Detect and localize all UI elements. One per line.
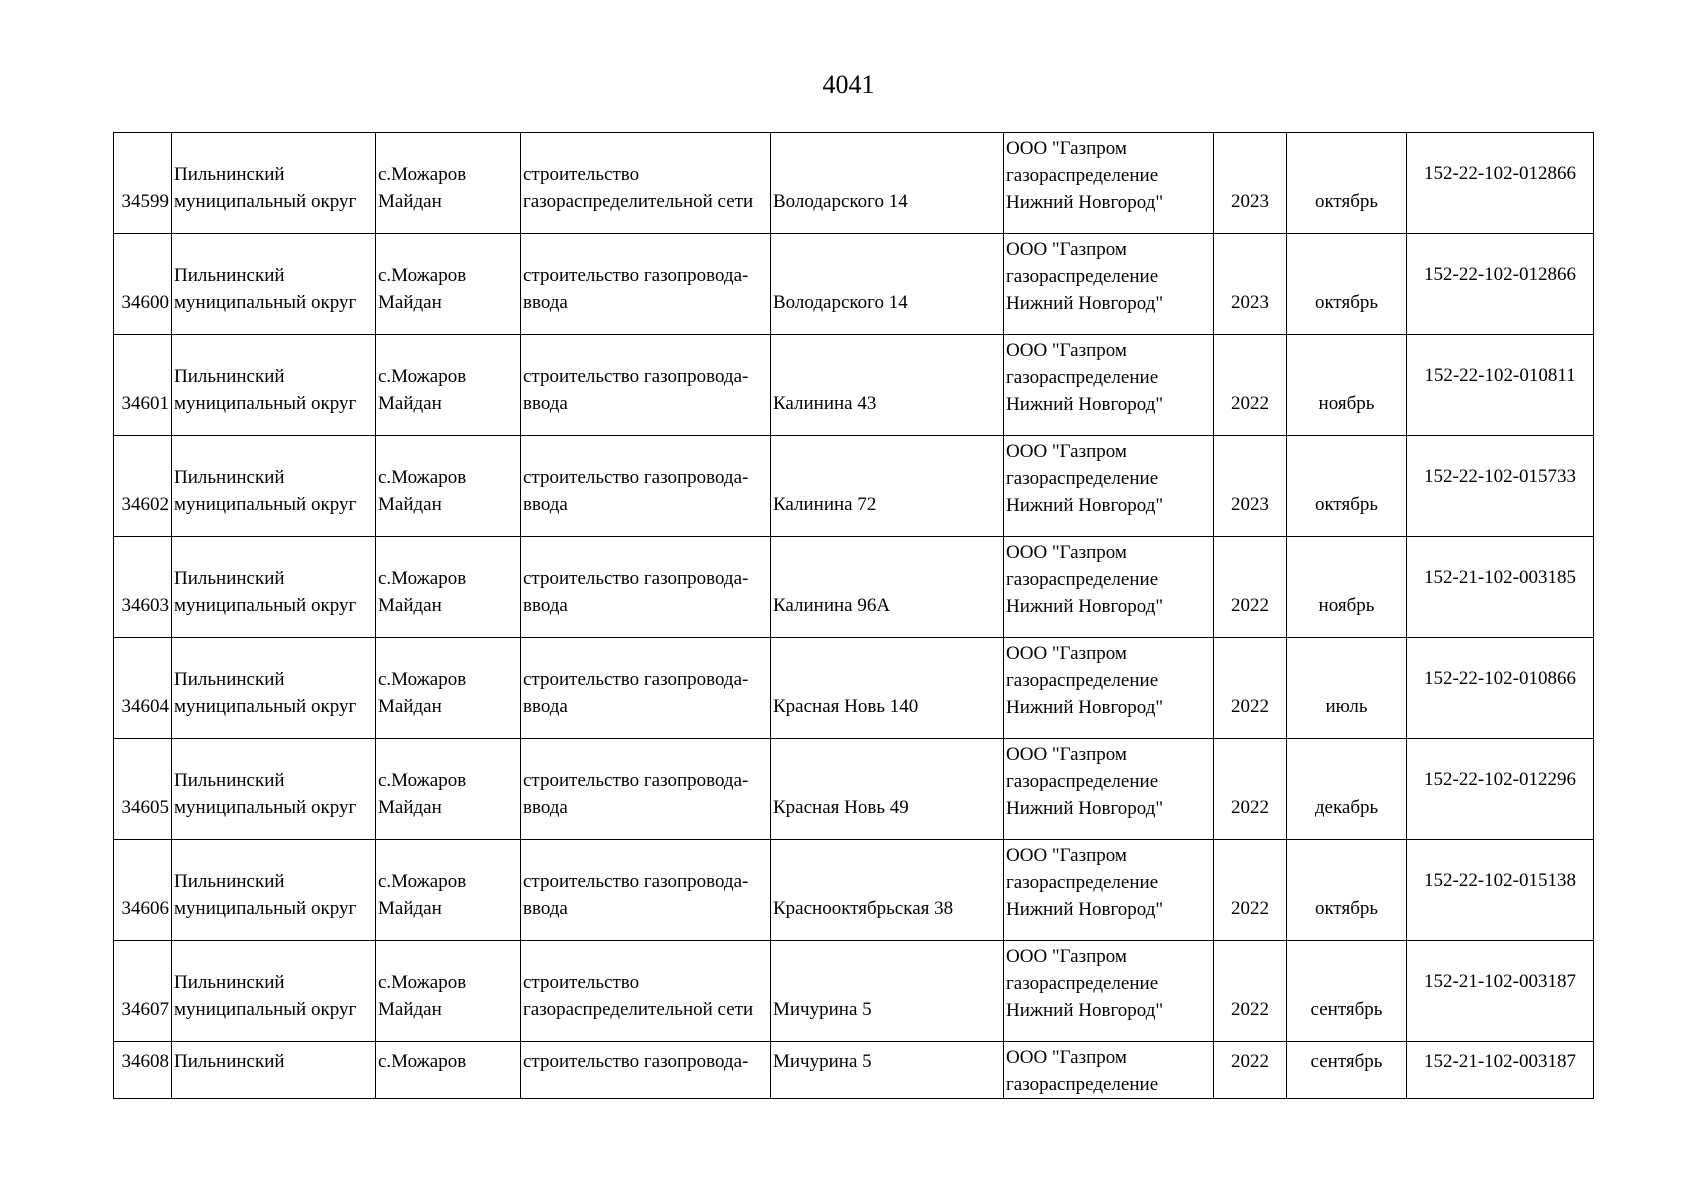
work-type-cell-line: строительство газопровода-	[523, 568, 749, 589]
district-cell	[172, 133, 376, 234]
organization-cell	[1004, 739, 1214, 840]
district-cell	[172, 840, 376, 941]
district-cell-line: Пильнинский	[174, 467, 285, 488]
organization-cell-line: Нижний Новгород"	[1006, 899, 1164, 920]
organization-cell-line: ООО "Газпром	[1006, 744, 1127, 765]
district-cell-line: Пильнинский	[174, 164, 285, 185]
work-type-cell-line: газораспределительной сети	[523, 999, 754, 1020]
district-cell-line: муниципальный округ	[174, 393, 357, 414]
locality-cell-line: с.Можаров	[378, 568, 467, 589]
code-cell: 152-21-102-003187	[1407, 1042, 1594, 1099]
district-cell-line: муниципальный округ	[174, 696, 357, 717]
month-cell: октябрь	[1287, 840, 1407, 941]
organization-cell	[1004, 335, 1214, 436]
district-cell	[172, 1042, 376, 1099]
organization-cell-line: ООО "Газпром	[1006, 643, 1127, 664]
organization-cell-line: газораспределение	[1006, 367, 1159, 388]
organization-cell-line: газораспределение	[1006, 1074, 1159, 1095]
locality-cell-line: Майдан	[378, 595, 442, 616]
work-type-cell-line: ввода	[523, 595, 568, 616]
locality-cell-line: с.Можаров	[378, 164, 467, 185]
locality-cell-line: Майдан	[378, 898, 442, 919]
table-row	[114, 335, 1594, 436]
locality-cell-line: с.Можаров	[378, 1051, 467, 1072]
locality-cell-line: Майдан	[378, 696, 442, 717]
code-cell: 152-22-102-010866	[1407, 638, 1594, 739]
work-type-cell	[521, 941, 771, 1042]
locality-cell	[376, 1042, 521, 1099]
district-cell-line: муниципальный округ	[174, 999, 357, 1020]
organization-cell	[1004, 537, 1214, 638]
registry-table	[113, 132, 1594, 1099]
locality-cell	[376, 537, 521, 638]
row-number: 34599	[114, 133, 172, 234]
address-cell: Калинина 43	[771, 335, 1004, 436]
month-cell: октябрь	[1287, 133, 1407, 234]
work-type-cell	[521, 739, 771, 840]
organization-cell-line: газораспределение	[1006, 771, 1159, 792]
work-type-cell	[521, 133, 771, 234]
locality-cell-line: с.Можаров	[378, 366, 467, 387]
district-cell	[172, 739, 376, 840]
address-cell: Володарского 14	[771, 234, 1004, 335]
district-cell-line: муниципальный округ	[174, 595, 357, 616]
organization-cell	[1004, 436, 1214, 537]
work-type-cell	[521, 335, 771, 436]
month-cell: октябрь	[1287, 436, 1407, 537]
work-type-cell-line: газораспределительной сети	[523, 191, 754, 212]
address-cell: Красная Новь 140	[771, 638, 1004, 739]
row-number: 34605	[114, 739, 172, 840]
address-cell: Калинина 72	[771, 436, 1004, 537]
organization-cell-line: Нижний Новгород"	[1006, 495, 1164, 516]
month-cell: сентябрь	[1287, 941, 1407, 1042]
year-cell: 2023	[1214, 133, 1287, 234]
row-number: 34600	[114, 234, 172, 335]
year-cell: 2022	[1214, 537, 1287, 638]
organization-cell-line: газораспределение	[1006, 266, 1159, 287]
work-type-cell-line: строительство газопровода-	[523, 1051, 749, 1072]
year-cell: 2023	[1214, 436, 1287, 537]
address-cell: Красная Новь 49	[771, 739, 1004, 840]
locality-cell-line: с.Можаров	[378, 265, 467, 286]
table-row	[114, 436, 1594, 537]
organization-cell-line: Нижний Новгород"	[1006, 1000, 1164, 1021]
locality-cell-line: с.Можаров	[378, 669, 467, 690]
address-cell: Володарского 14	[771, 133, 1004, 234]
address-cell: Мичурина 5	[771, 1042, 1004, 1099]
locality-cell-line: Майдан	[378, 494, 442, 515]
month-cell: октябрь	[1287, 234, 1407, 335]
year-cell: 2022	[1214, 739, 1287, 840]
locality-cell-line: Майдан	[378, 999, 442, 1020]
district-cell-line: Пильнинский	[174, 568, 285, 589]
work-type-cell-line: строительство газопровода-	[523, 467, 749, 488]
page-number: 4041	[822, 70, 875, 99]
work-type-cell-line: строительство газопровода-	[523, 770, 749, 791]
organization-cell-line: ООО "Газпром	[1006, 1047, 1127, 1068]
month-cell: ноябрь	[1287, 537, 1407, 638]
table-body	[114, 133, 1594, 1099]
code-cell: 152-22-102-012296	[1407, 739, 1594, 840]
row-number: 34604	[114, 638, 172, 739]
month-cell: сентябрь	[1287, 1042, 1407, 1099]
organization-cell	[1004, 840, 1214, 941]
row-number: 34601	[114, 335, 172, 436]
table-row	[114, 537, 1594, 638]
district-cell-line: Пильнинский	[174, 366, 285, 387]
district-cell	[172, 335, 376, 436]
organization-cell-line: ООО "Газпром	[1006, 946, 1127, 967]
code-cell: 152-21-102-003187	[1407, 941, 1594, 1042]
organization-cell-line: ООО "Газпром	[1006, 542, 1127, 563]
locality-cell-line: Майдан	[378, 393, 442, 414]
address-cell: Калинина 96А	[771, 537, 1004, 638]
locality-cell	[376, 840, 521, 941]
address-cell: Мичурина 5	[771, 941, 1004, 1042]
district-cell-line: Пильнинский	[174, 770, 285, 791]
organization-cell-line: ООО "Газпром	[1006, 239, 1127, 260]
work-type-cell-line: строительство газопровода-	[523, 871, 749, 892]
work-type-cell-line: ввода	[523, 292, 568, 313]
district-cell-line: Пильнинский	[174, 1051, 285, 1072]
district-cell-line: муниципальный округ	[174, 191, 357, 212]
table-row	[114, 1042, 1594, 1099]
district-cell-line: Пильнинский	[174, 972, 285, 993]
work-type-cell-line: ввода	[523, 898, 568, 919]
locality-cell-line: с.Можаров	[378, 972, 467, 993]
organization-cell-line: ООО "Газпром	[1006, 340, 1127, 361]
organization-cell-line: газораспределение	[1006, 670, 1159, 691]
year-cell: 2022	[1214, 941, 1287, 1042]
table-row	[114, 638, 1594, 739]
district-cell-line: Пильнинский	[174, 265, 285, 286]
year-cell: 2022	[1214, 840, 1287, 941]
district-cell	[172, 638, 376, 739]
locality-cell-line: с.Можаров	[378, 871, 467, 892]
organization-cell-line: Нижний Новгород"	[1006, 394, 1164, 415]
locality-cell-line: с.Можаров	[378, 467, 467, 488]
table-row	[114, 739, 1594, 840]
code-cell: 152-22-102-012866	[1407, 234, 1594, 335]
organization-cell-line: газораспределение	[1006, 569, 1159, 590]
work-type-cell	[521, 840, 771, 941]
locality-cell	[376, 133, 521, 234]
organization-cell-line: Нижний Новгород"	[1006, 192, 1164, 213]
code-cell: 152-22-102-012866	[1407, 133, 1594, 234]
work-type-cell	[521, 1042, 771, 1099]
locality-cell	[376, 335, 521, 436]
table-row	[114, 133, 1594, 234]
district-cell	[172, 436, 376, 537]
locality-cell-line: Майдан	[378, 797, 442, 818]
row-number: 34602	[114, 436, 172, 537]
locality-cell	[376, 234, 521, 335]
row-number: 34608	[114, 1042, 172, 1099]
district-cell	[172, 941, 376, 1042]
district-cell-line: муниципальный округ	[174, 494, 357, 515]
district-cell-line: Пильнинский	[174, 871, 285, 892]
district-cell	[172, 537, 376, 638]
year-cell: 2023	[1214, 234, 1287, 335]
table-row	[114, 840, 1594, 941]
table-row	[114, 941, 1594, 1042]
work-type-cell	[521, 537, 771, 638]
work-type-cell-line: строительство	[523, 164, 640, 185]
district-cell-line: муниципальный округ	[174, 292, 357, 313]
organization-cell-line: ООО "Газпром	[1006, 845, 1127, 866]
locality-cell	[376, 436, 521, 537]
month-cell: декабрь	[1287, 739, 1407, 840]
work-type-cell-line: строительство	[523, 972, 640, 993]
organization-cell-line: газораспределение	[1006, 468, 1159, 489]
organization-cell-line: газораспределение	[1006, 872, 1159, 893]
year-cell: 2022	[1214, 335, 1287, 436]
locality-cell	[376, 739, 521, 840]
organization-cell-line: газораспределение	[1006, 973, 1159, 994]
locality-cell	[376, 941, 521, 1042]
organization-cell	[1004, 234, 1214, 335]
month-cell: июль	[1287, 638, 1407, 739]
work-type-cell-line: ввода	[523, 494, 568, 515]
district-cell-line: муниципальный округ	[174, 898, 357, 919]
district-cell	[172, 234, 376, 335]
organization-cell-line: Нижний Новгород"	[1006, 798, 1164, 819]
district-cell-line: муниципальный округ	[174, 797, 357, 818]
work-type-cell-line: строительство газопровода-	[523, 265, 749, 286]
row-number: 34607	[114, 941, 172, 1042]
organization-cell	[1004, 133, 1214, 234]
organization-cell	[1004, 941, 1214, 1042]
organization-cell-line: Нижний Новгород"	[1006, 697, 1164, 718]
row-number: 34606	[114, 840, 172, 941]
organization-cell-line: Нижний Новгород"	[1006, 596, 1164, 617]
locality-cell-line: Майдан	[378, 292, 442, 313]
code-cell: 152-22-102-015138	[1407, 840, 1594, 941]
code-cell: 152-22-102-015733	[1407, 436, 1594, 537]
work-type-cell-line: ввода	[523, 797, 568, 818]
organization-cell	[1004, 1042, 1214, 1099]
work-type-cell-line: строительство газопровода-	[523, 366, 749, 387]
organization-cell-line: газораспределение	[1006, 165, 1159, 186]
work-type-cell-line: строительство газопровода-	[523, 669, 749, 690]
address-cell: Краснооктябрьская 38	[771, 840, 1004, 941]
organization-cell-line: Нижний Новгород"	[1006, 293, 1164, 314]
organization-cell-line: ООО "Газпром	[1006, 138, 1127, 159]
locality-cell	[376, 638, 521, 739]
work-type-cell-line: ввода	[523, 393, 568, 414]
code-cell: 152-22-102-010811	[1407, 335, 1594, 436]
district-cell-line: Пильнинский	[174, 669, 285, 690]
year-cell: 2022	[1214, 638, 1287, 739]
organization-cell	[1004, 638, 1214, 739]
work-type-cell	[521, 638, 771, 739]
locality-cell-line: с.Можаров	[378, 770, 467, 791]
year-cell: 2022	[1214, 1042, 1287, 1099]
work-type-cell-line: ввода	[523, 696, 568, 717]
row-number: 34603	[114, 537, 172, 638]
code-cell: 152-21-102-003185	[1407, 537, 1594, 638]
organization-cell-line: ООО "Газпром	[1006, 441, 1127, 462]
work-type-cell	[521, 436, 771, 537]
work-type-cell	[521, 234, 771, 335]
locality-cell-line: Майдан	[378, 191, 442, 212]
table-row	[114, 234, 1594, 335]
month-cell: ноябрь	[1287, 335, 1407, 436]
